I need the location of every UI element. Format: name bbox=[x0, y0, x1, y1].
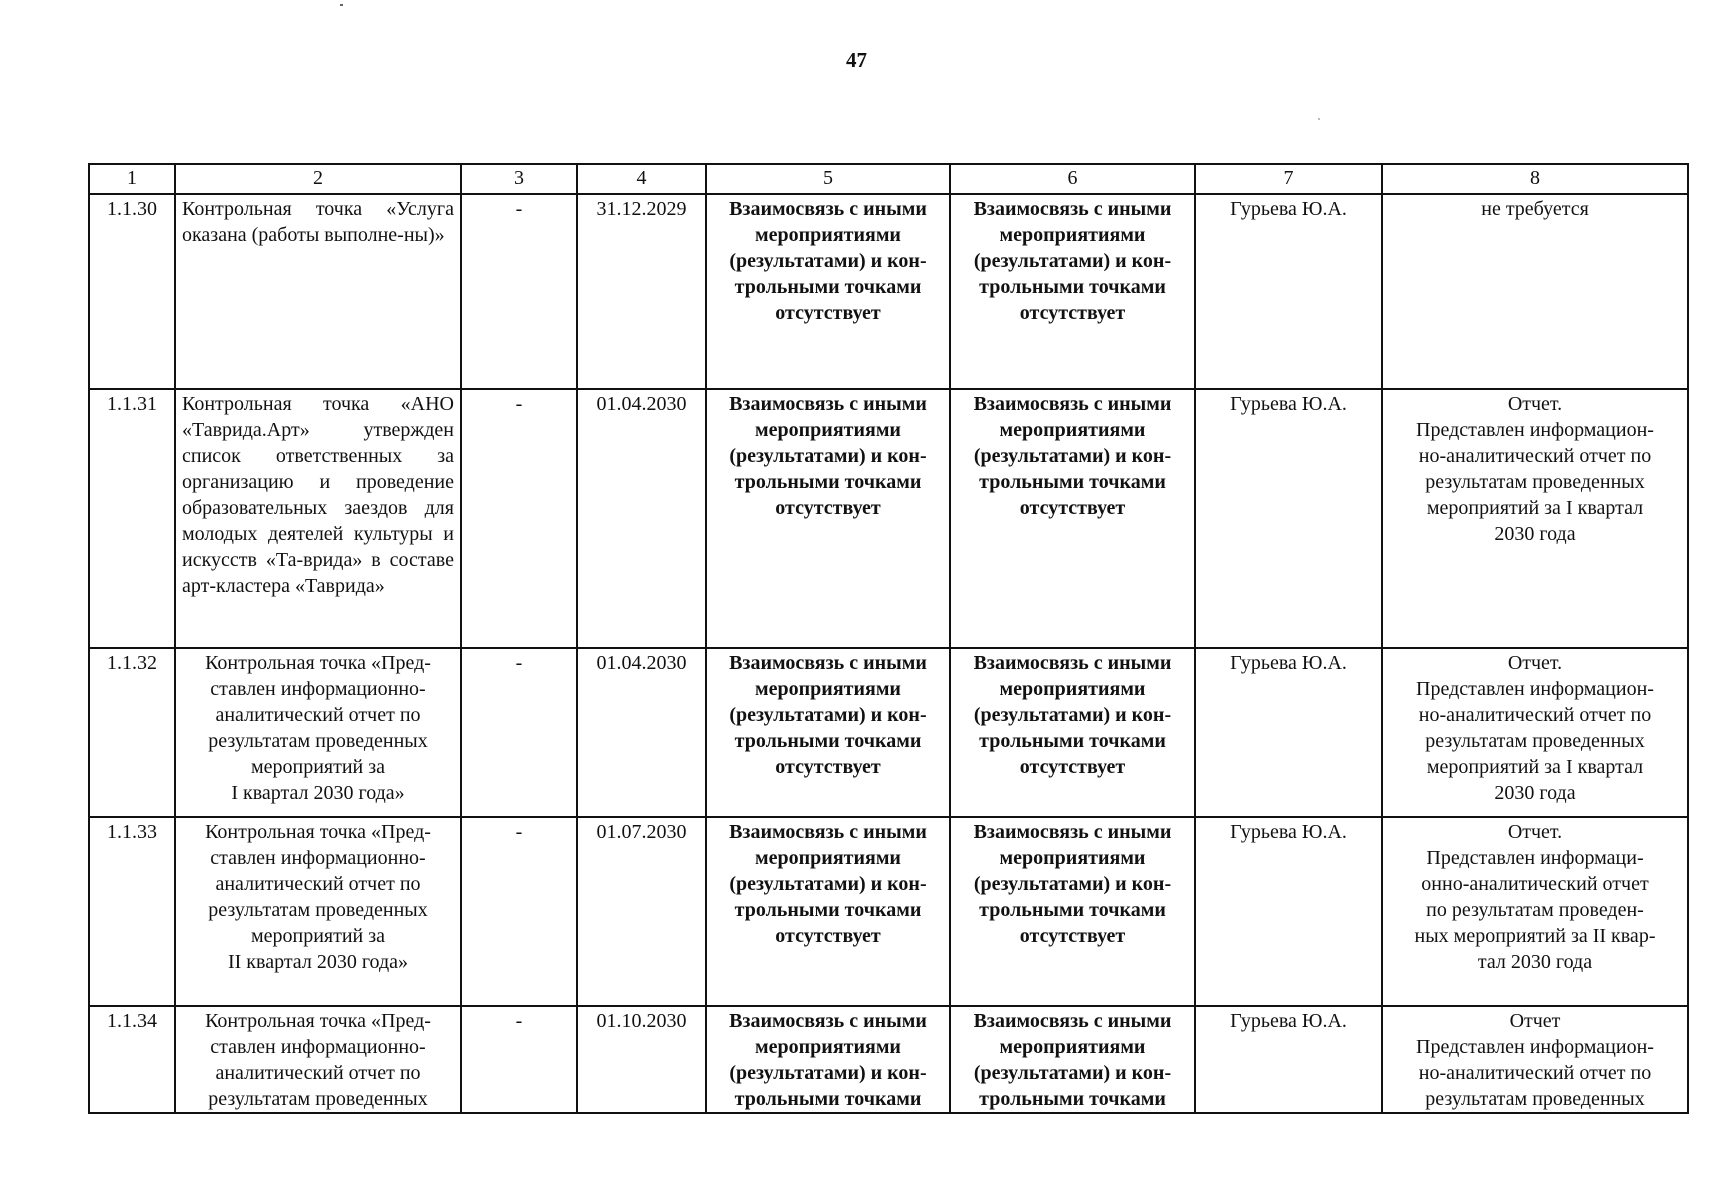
relation-cell: Взаимосвязь с иными мероприятиями (результатами) и кон- трольными точками отсутствует bbox=[706, 648, 950, 817]
responsible-person: Гурьева Ю.А. bbox=[1195, 1006, 1382, 1113]
checkpoint-date: 01.04.2030 bbox=[577, 648, 706, 817]
checkpoint-date: 01.07.2030 bbox=[577, 817, 706, 1006]
checkpoint-name: Контрольная точка «Пред- ставлен информационно- аналитический отчет по результатам проведенных мероприятий за I квартал 2030 года» bbox=[175, 648, 461, 817]
checkpoint-date: 31.12.2029 bbox=[577, 194, 706, 389]
checkpoint-date: 01.04.2030 bbox=[577, 389, 706, 648]
responsible-person: Гурьева Ю.А. bbox=[1195, 389, 1382, 648]
col3-value: - bbox=[461, 817, 577, 1006]
column-number-row bbox=[89, 164, 1688, 194]
column-header: 6 bbox=[950, 164, 1195, 194]
table-row bbox=[89, 817, 1688, 1006]
page-number: 47 bbox=[846, 48, 867, 72]
relation-cell: Взаимосвязь с иными мероприятиями (результатами) и кон- трольными точками bbox=[950, 1006, 1195, 1113]
column-header: 1 bbox=[89, 164, 175, 194]
column-header: 4 bbox=[577, 164, 706, 194]
checkpoint-name-text: Контрольная точка «АНО «Таврида.Арт» утвержден список ответственных за организацию и проведение образовательных заездов для молодых деятелей культуры и искусств «Та-врида» в составе арт-кластера «Таврида» bbox=[182, 393, 454, 597]
table-row bbox=[89, 648, 1688, 817]
row-number: 1.1.34 bbox=[89, 1006, 175, 1113]
row-number: 1.1.32 bbox=[89, 648, 175, 817]
relation-cell: Взаимосвязь с иными мероприятиями (результатами) и кон- трольными точками отсутствует bbox=[950, 648, 1195, 817]
confirmation-document: Отчет. Представлен информацион- но-аналитический отчет по результатам проведенных мероприятий за I квартал 2030 года bbox=[1382, 648, 1688, 817]
responsible-person: Гурьева Ю.А. bbox=[1195, 817, 1382, 1006]
column-header: 3 bbox=[461, 164, 577, 194]
checkpoint-table bbox=[88, 163, 1689, 1114]
checkpoint-date: 01.10.2030 bbox=[577, 1006, 706, 1113]
relation-cell: Взаимосвязь с иными мероприятиями (результатами) и кон- трольными точками отсутствует bbox=[706, 817, 950, 1006]
row-number: 1.1.30 bbox=[89, 194, 175, 389]
col3-value: - bbox=[461, 389, 577, 648]
col3-value: - bbox=[461, 1006, 577, 1113]
checkpoint-name: Контрольная точка «Пред- ставлен информационно- аналитический отчет по результатам проведенных мероприятий за II квартал 2030 года» bbox=[175, 817, 461, 1006]
checkpoint-name: Контрольная точка «Пред- ставлен информационно- аналитический отчет по результатам проведенных bbox=[175, 1006, 461, 1113]
relation-cell: Взаимосвязь с иными мероприятиями (результатами) и кон- трольными точками отсутствует bbox=[950, 389, 1195, 648]
checkpoint-name bbox=[175, 389, 461, 648]
relation-cell: Взаимосвязь с иными мероприятиями (результатами) и кон- трольными точками отсутствует bbox=[706, 389, 950, 648]
checkpoint-name-text: Контрольная точка «Услуга оказана (работы выполне-ны)» bbox=[182, 198, 454, 246]
table-row bbox=[89, 194, 1688, 389]
column-header: 7 bbox=[1195, 164, 1382, 194]
table-row bbox=[89, 1006, 1688, 1113]
checkpoint-name bbox=[175, 194, 461, 389]
row-number: 1.1.33 bbox=[89, 817, 175, 1006]
responsible-person: Гурьева Ю.А. bbox=[1195, 648, 1382, 817]
row-number: 1.1.31 bbox=[89, 389, 175, 648]
column-header: 5 bbox=[706, 164, 950, 194]
column-header: 2 bbox=[175, 164, 461, 194]
confirmation-document: Отчет. Представлен информацион- но-аналитический отчет по результатам проведенных мероприятий за I квартал 2030 года bbox=[1382, 389, 1688, 648]
confirmation-document: не требуется bbox=[1382, 194, 1688, 389]
relation-cell: Взаимосвязь с иными мероприятиями (результатами) и кон- трольными точками отсутствует bbox=[950, 194, 1195, 389]
scan-speck bbox=[340, 4, 343, 6]
relation-cell: Взаимосвязь с иными мероприятиями (результатами) и кон- трольными точками отсутствует bbox=[706, 194, 950, 389]
confirmation-document: Отчет. Представлен информаци- онно-аналитический отчет по результатам проведен- ных мероприятий за II квар- тал 2030 года bbox=[1382, 817, 1688, 1006]
col3-value: - bbox=[461, 648, 577, 817]
col3-value: - bbox=[461, 194, 577, 389]
relation-cell: Взаимосвязь с иными мероприятиями (результатами) и кон- трольными точками отсутствует bbox=[950, 817, 1195, 1006]
table-row bbox=[89, 389, 1688, 648]
responsible-person: Гурьева Ю.А. bbox=[1195, 194, 1382, 389]
relation-cell: Взаимосвязь с иными мероприятиями (результатами) и кон- трольными точками bbox=[706, 1006, 950, 1113]
confirmation-document: Отчет Представлен информацион- но-аналитический отчет по результатам проведенных bbox=[1382, 1006, 1688, 1113]
column-header: 8 bbox=[1382, 164, 1688, 194]
scan-speck bbox=[1318, 118, 1320, 120]
